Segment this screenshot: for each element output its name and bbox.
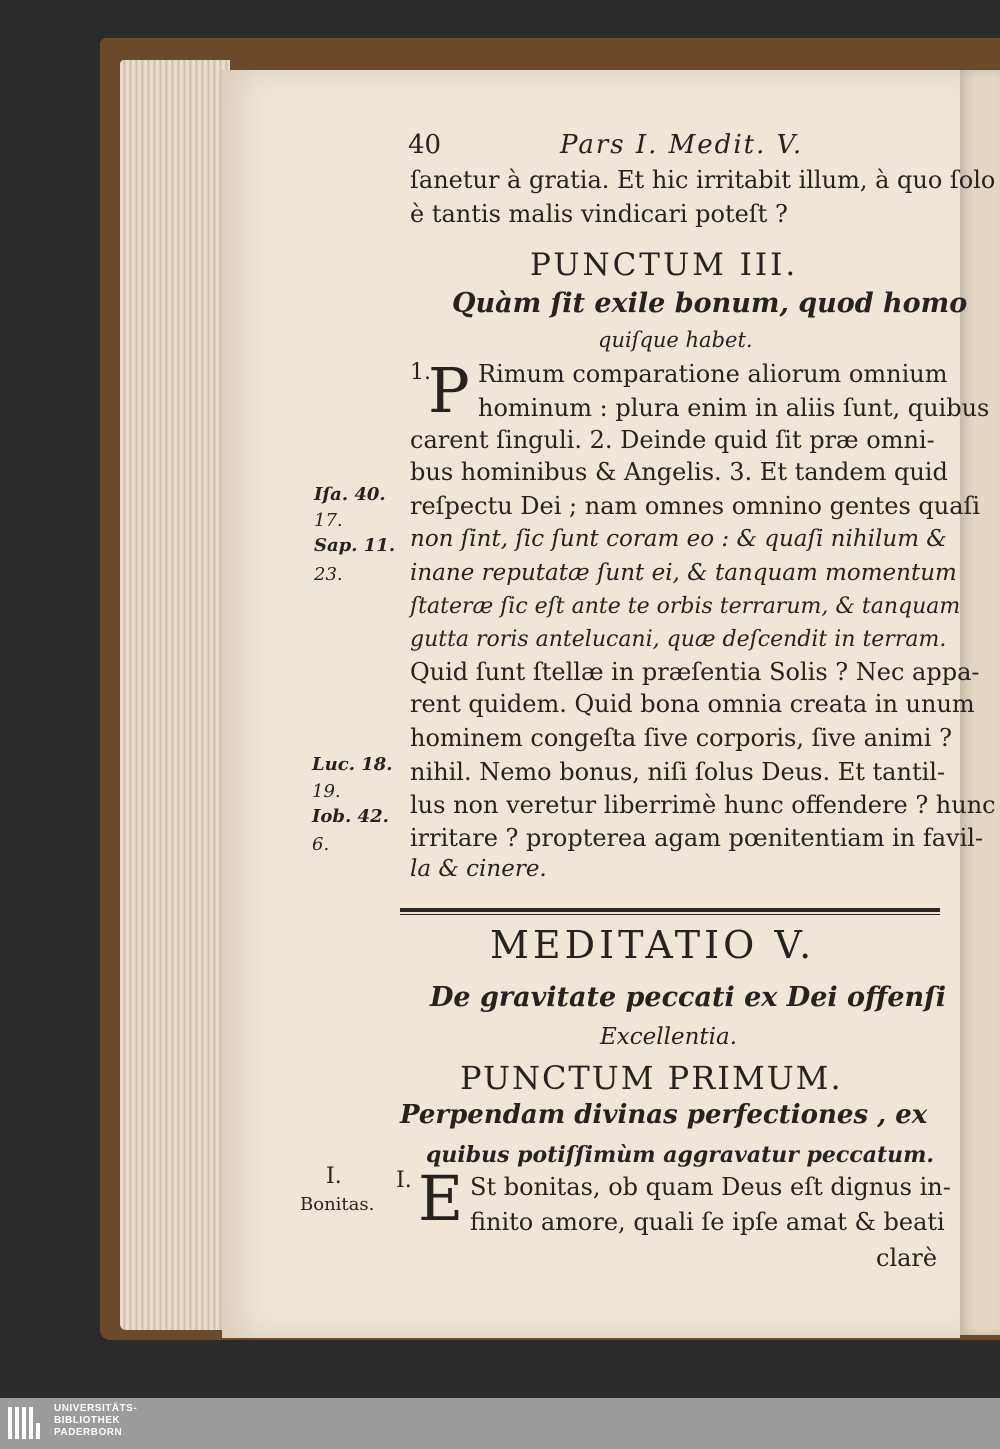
margin-note: Luc. 18. <box>312 754 393 775</box>
footer-line: PADERBORN <box>54 1427 123 1438</box>
body-line: hominum : plura enim in aliis ſunt, quibus <box>478 394 990 422</box>
margin-note: I. <box>326 1164 342 1189</box>
body-line: bus hominibus & Angelis. 3. Et tandem quid <box>410 458 948 486</box>
punctum-primum-heading: PUNCTUM PRIMUM. <box>460 1059 843 1097</box>
meditatio-subtitle: De gravitate peccati ex Dei offenſi <box>430 982 947 1013</box>
margin-note: 17. <box>314 510 343 531</box>
page-edges <box>120 60 230 1330</box>
drop-cap: E <box>418 1162 464 1235</box>
catchword: clarè <box>876 1244 938 1272</box>
body-line: Rimum comparatione aliorum omnium <box>478 360 948 388</box>
body-line: non ſint, ſic ſunt coram eo : & quaſi nihilum & <box>410 526 947 552</box>
section-rule-thin <box>400 914 940 915</box>
paragraph-number: 1. <box>410 360 431 385</box>
meditatio-intro: Perpendam divinas perfectiones , ex <box>400 1100 928 1130</box>
body-line: inane reputatæ ſunt ei, & tanquam momentum <box>410 560 957 586</box>
section-rule <box>400 908 940 912</box>
body-line: St bonitas, ob quam Deus eſt dignus in- <box>470 1173 951 1201</box>
drop-cap: P <box>428 354 470 427</box>
body-line: lus non veretur liberrimè hunc offendere ? hunc <box>410 791 996 819</box>
body-line: rent quidem. Quid bona omnia creata in unum <box>410 690 975 718</box>
margin-note: 23. <box>314 564 343 585</box>
body-line: ſanetur à gratia. Et hic irritabit illum, à quo ſolo <box>410 166 996 194</box>
punctum-iii-subtitle: Quàm ſit exile bonum, quod homo <box>452 288 968 319</box>
body-line: nihil. Nemo bonus, niſi ſolus Deus. Et tantil- <box>410 758 946 786</box>
running-head: Pars I. Medit. V. <box>560 130 804 160</box>
body-line: la & cinere. <box>410 856 547 882</box>
margin-note: Sap. 11. <box>314 535 396 556</box>
meditatio-subtitle: Excellentia. <box>600 1024 738 1050</box>
margin-note: 19. <box>312 781 341 802</box>
margin-note: 6. <box>312 834 330 855</box>
footer-line: UNIVERSITÄTS- <box>54 1403 138 1414</box>
library-logo-icon <box>6 1403 46 1443</box>
punctum-iii-heading: PUNCTUM III. <box>530 247 799 283</box>
punctum-iii-subtitle: quiſque habet. <box>598 328 753 352</box>
library-footer <box>0 1398 1000 1449</box>
meditatio-title: MEDITATIO V. <box>490 923 816 967</box>
body-line: finito amore, quali ſe ipſe amat & beati <box>470 1208 945 1236</box>
footer-line: BIBLIOTHEK <box>54 1415 121 1426</box>
body-line: è tantis malis vindicari poteſt ? <box>410 200 788 228</box>
page-number: 40 <box>408 130 442 160</box>
margin-note: Bonitas. <box>300 1194 375 1215</box>
body-line: gutta roris antelucani, quæ deſcendit in terram. <box>410 627 947 652</box>
body-line: reſpectu Dei ; nam omnes omnino gentes quaſi <box>410 492 981 520</box>
body-line: Quid ſunt ſtellæ in præſentia Solis ? Nec appa- <box>410 658 980 686</box>
body-line: carent ſinguli. 2. Deinde quid ſit præ omni- <box>410 426 935 454</box>
margin-note: Iob. 42. <box>312 806 389 827</box>
body-line: irritare ? propterea agam pœnitentiam in favil- <box>410 824 984 852</box>
margin-note: Iſa. 40. <box>314 484 386 505</box>
body-line: ſtateræ ſic eſt ante te orbis terrarum, & tanquam <box>410 594 961 619</box>
paragraph-number: I. <box>396 1168 412 1193</box>
body-line: hominem congeſta ſive corporis, ſive animi ? <box>410 724 952 752</box>
meditatio-intro: quibus potiſſimùm aggravatur peccatum. <box>426 1142 935 1168</box>
